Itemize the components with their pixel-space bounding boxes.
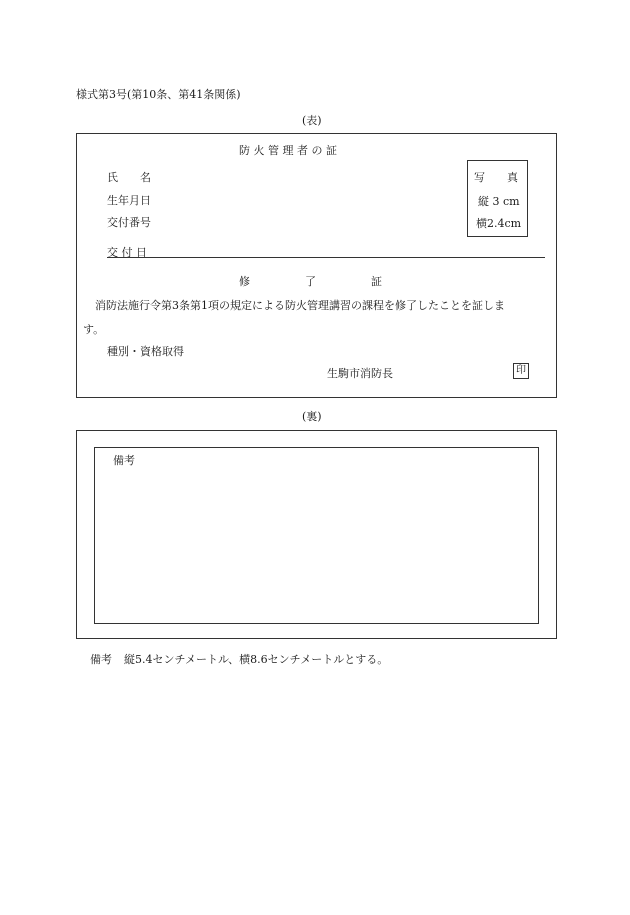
photo-height: 縦 3 cm [478,195,520,208]
photo-width: 横2.4cm [476,217,522,230]
seal-mark: 印 [513,363,529,379]
field-birth-date-label: 生年月日 [107,194,151,207]
certificate-body-line1: 消防法施行令第3条第1項の規定による防火管理講習の課程を修了したことを証しま [95,299,505,312]
issuer: 生駒市消防長 [327,367,393,380]
completion-title: 修 了 証 [239,275,382,288]
field-name-label: 氏 名 [107,171,151,184]
remarks-box [94,447,539,624]
form-header: 様式第3号(第10条、第41条関係) [76,88,241,101]
field-issue-number-label: 交付番号 [107,216,151,229]
remarks-label: 備考 [113,454,135,467]
front-label: (表) [302,114,322,127]
photo-box [467,160,528,237]
field-issue-date-label: 交 付 日 [107,246,147,259]
certificate-body-line2: す。 [83,323,105,336]
back-label: (裏) [302,410,322,423]
issue-date-line [107,257,545,258]
front-card [76,133,557,398]
footer-note-label: 備考 [90,653,112,666]
type-label: 種別・資格取得 [107,345,184,358]
back-card [76,430,557,639]
photo-title: 写 真 [474,171,518,184]
footer-note-text: 縦5.4センチメートル、横8.6センチメートルとする。 [124,653,389,666]
card-title: 防 火 管 理 者 の 証 [239,144,337,157]
